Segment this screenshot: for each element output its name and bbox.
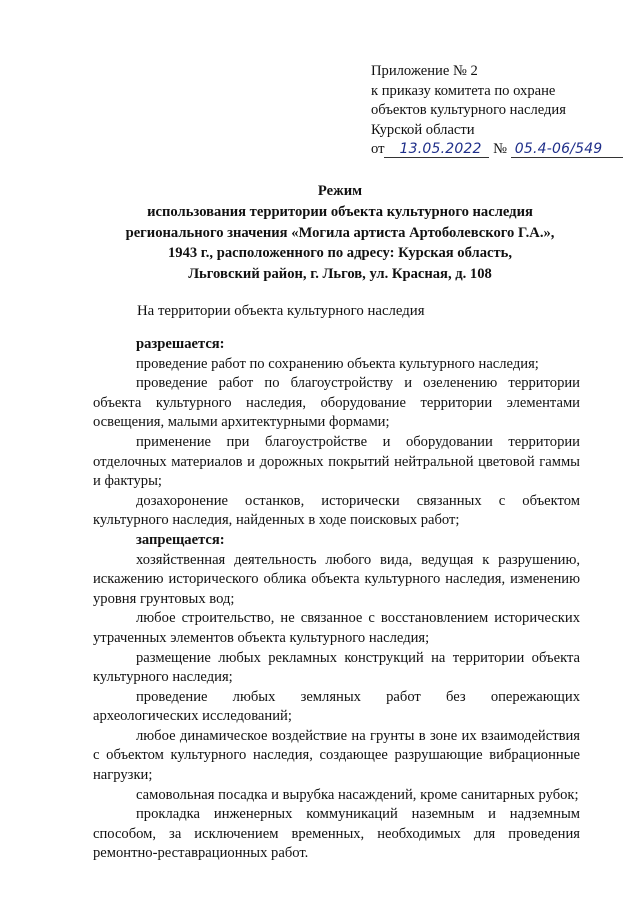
annex-committee: объектов культурного наследия [371, 102, 566, 119]
forbidden-item: самовольная посадка и вырубка насаждений, кроме санитарных рубок; [136, 786, 579, 803]
forbidden-item: любое строительство, не связанное с восстановлением исторических утраченных элементов объекта культурного наследия; [93, 610, 580, 646]
regime-body [93, 335, 580, 864]
intro-text: На территории объекта культурного наследия [137, 303, 425, 319]
title-line-2: использования территории объекта культурного наследия [147, 203, 533, 220]
forbidden-item: проведение любых земляных работ без опережающих археологических исследований; [93, 688, 580, 725]
annex-header [371, 62, 623, 160]
forbidden-heading: запрещается: [136, 531, 225, 548]
forbidden-item: размещение любых рекламных конструкций на территории объекта культурного наследия; [93, 649, 580, 686]
allowed-heading: разрешается: [136, 336, 225, 352]
from-label: от [371, 141, 385, 158]
title-line-4: 1943 г., расположенного по адресу: Курская область, [167, 245, 513, 262]
title-line-3: регионального значения «Могила артиста Артоболевского Г.А.», [125, 224, 555, 241]
forbidden-item: хозяйственная деятельность любого вида, ведущая к разрушению, искажению исторического облика объекта культурного наследия, изменению уровня грунтовых вод; [93, 551, 580, 607]
annex-number: Приложение № 2 [371, 63, 478, 79]
annex-region: Курской области [371, 121, 475, 138]
allowed-item: проведение работ по благоустройству и озеленению территории объекта культурного наследия, оборудование территории элементами освещения, малыми архитектурными формами; [93, 375, 580, 431]
forbidden-item: любое динамическое воздействие на грунты в зоне их взаимодействия с объектом культурного наследия, создающее разрушающие вибрационные нагрузки; [93, 727, 580, 784]
allowed-item: дозахоронение останков, исторически связанных с объектом культурного наследия, найденных в ходе поисковых работ; [93, 492, 580, 529]
title-line-1: Режим [317, 183, 363, 199]
handwritten-number: 05.4-06/549 [511, 141, 623, 158]
allowed-item: проведение работ по сохранению объекта культурного наследия; [136, 355, 539, 372]
title-line-5: Льговский район, г. Льгов, ул. Красная, д. 108 [188, 266, 492, 283]
allowed-item: применение при благоустройстве и оборудовании территории отделочных материалов и дорожных покрытий нейтральной цветовой гаммы и фактуры; [93, 433, 580, 490]
number-label: № [493, 141, 508, 158]
handwritten-date: 13.05.2022 [384, 141, 489, 158]
annex-order-ref: к приказу комитета по охране [371, 82, 556, 99]
annex-date-line [371, 140, 623, 160]
document-title [90, 181, 590, 285]
forbidden-item: прокладка инженерных коммуникаций наземным и надземным способом, за исключением временных, необходимых для проведения ремонтно-реставрационных работ. [93, 806, 580, 862]
